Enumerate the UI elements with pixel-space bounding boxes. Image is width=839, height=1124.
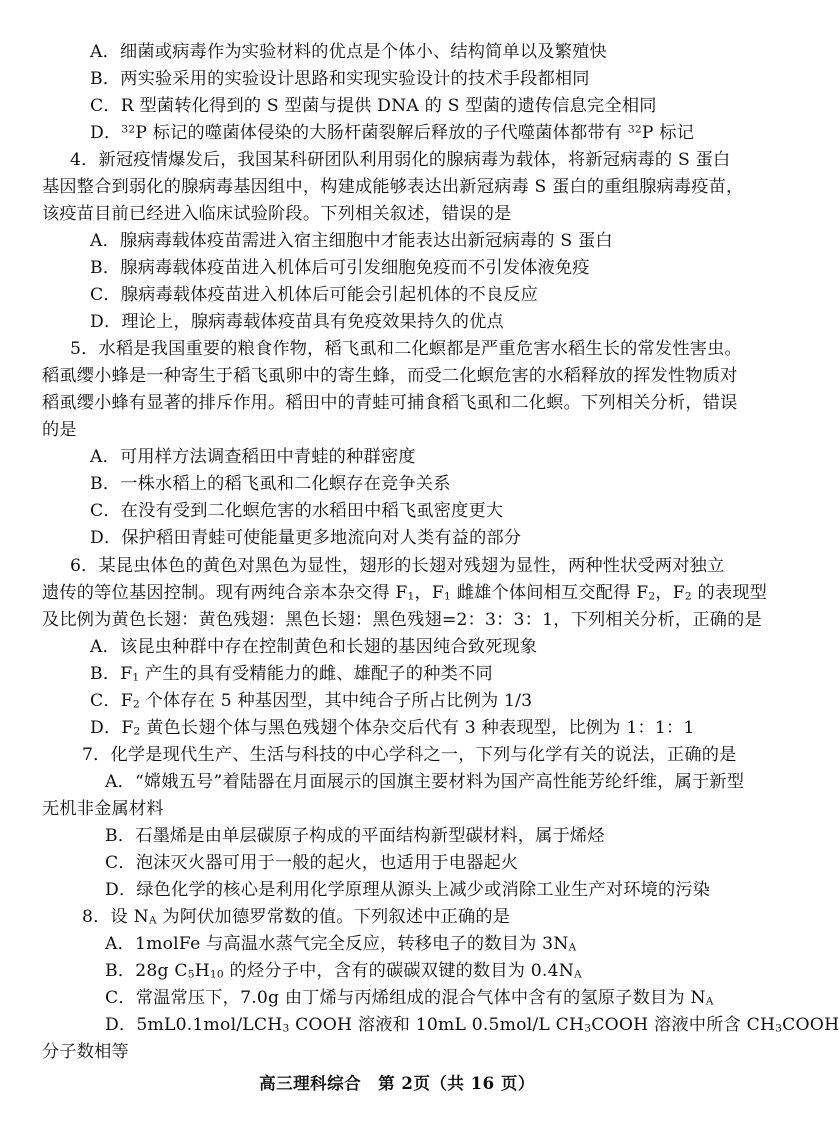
text-line-22: 及比例为黄色长翅：黄色残翅：黑色长翅：黑色残翅=2：3：3：1，下列相关分析，正确的是 xyxy=(42,610,762,630)
text-line-16: A．可用样方法调查稻田中青蛙的种群密度 xyxy=(90,447,416,467)
text-line-24: B．$F_1$ 产生的具有受精能力的雌、雄配子的种类不同 xyxy=(90,664,493,684)
text-line-21: 遗传的等位基因控制。现有两纯合亲本杂交得 $F_1$，$F_1$ 雌雄个体间相互交配得 $F_2$，$F_2$ 的表现型 xyxy=(42,583,768,603)
text-line-15: 的是 xyxy=(42,420,77,440)
text-line-4: D．$^{32}$P 标记的噬菌体侵染的大肠杆菌裂解后释放的子代噬菌体都带有 $^{32}$P 标记 xyxy=(90,122,695,143)
text-line-3: C．R 型菌转化得到的 S 型菌与提供 DNA 的 S 型菌的遗传信息完全相同 xyxy=(90,96,657,116)
text-line-31: C．泡沫灭火器可用于一般的起火，也适用于电器起火 xyxy=(105,853,519,873)
text-line-27: 7．化学是现代生产、生活与科技的中心学科之一，下列与化学有关的说法，正确的是 xyxy=(82,745,737,765)
text-line-26: D．$F_2$ 黄色长翅个体与黑色残翅个体杂交后代有 3 种表现型，比例为 1：1：1 xyxy=(90,718,695,738)
text-line-9: B．腺病毒载体疫苗进入机体后可引发细胞免疫而不引发体液免疫 xyxy=(90,258,590,278)
text-line-7: 该疫苗目前已经进入临床试验阶段。下列相关叙述，错误的是 xyxy=(42,204,512,224)
text-line-33: 8．设 $N_A$ 为阿伏加德罗常数的值。下列叙述中正确的是 xyxy=(82,907,511,927)
text-line-10: C．腺病毒载体疫苗进入机体后可能会引起机体的不良反应 xyxy=(90,285,539,305)
text-line-20: 6．某昆虫体色的黄色对黑色为显性，翅形的长翅对残翅为显性，两种性状受两对独立 xyxy=(70,556,725,576)
text-line-6: 基因整合到弱化的腺病毒基因组中，构建成能够表达出新冠病毒 S 蛋白的重组腺病毒疫苗， xyxy=(42,177,744,197)
text-line-2: B．两实验采用的实验设计思路和实现实验设计的技术手段都相同 xyxy=(90,69,590,89)
text-line-1: A．细菌或病毒作为实验材料的优点是个体小、结构简单以及繁殖快 xyxy=(90,42,607,62)
text-line-37: D．$5mL0.1mol/LCH_3$ COOH 溶液和 10mL 0.5mol/L $CH_3COOH$ 溶液中所含 $CH_3COOH$ xyxy=(105,1015,839,1035)
text-line-12: 5．水稻是我国重要的粮食作物，稻飞虱和二化螟都是严重危害水稻生长的常发性害虫。 xyxy=(70,339,742,359)
text-line-11: D．理论上，腺病毒载体疫苗具有免疫效果持久的优点 xyxy=(90,312,504,332)
text-line-34: A．1molFe 与高温水蒸气完全反应，转移电子的数目为 $3N_A$ xyxy=(105,934,577,954)
text-line-14: 稻虱缨小蜂有显著的排斥作用。稻田中的青蛙可捕食稻飞虱和二化螟。下列相关分析，错误 xyxy=(42,393,738,413)
text-line-35: B．28g $C_5H_{10}$ 的烃分子中，含有的碳碳双键的数目为 $0.4N_A$ xyxy=(105,961,582,981)
text-line-29: 无机非金属材料 xyxy=(42,799,164,819)
text-line-5: 4．新冠疫情爆发后，我国某科研团队利用弱化的腺病毒为载体，将新冠病毒的 S 蛋白 xyxy=(70,150,731,170)
text-line-17: B．一株水稻上的稻飞虱和二化螟存在竞争关系 xyxy=(90,474,451,494)
text-line-30: B．石墨烯是由单层碳原子构成的平面结构新型碳材料，属于烯烃 xyxy=(105,826,605,846)
text-line-38: 分子数相等 xyxy=(42,1042,129,1062)
page-footer: 高三理科综合 第 2页（共 16 页） xyxy=(259,1074,535,1093)
text-line-13: 稻虱缨小蜂是一种寄生于稻飞虱卵中的寄生蜂，而受二化螟危害的水稻释放的挥发性物质对 xyxy=(42,366,738,386)
text-line-8: A．腺病毒载体疫苗需进入宿主细胞中才能表达出新冠病毒的 S 蛋白 xyxy=(90,231,613,251)
text-line-28: A．“嫦娥五号”着陆器在月面展示的国旗主要材料为国产高性能芳纶纤维，属于新型 xyxy=(105,772,745,792)
text-line-19: D．保护稻田青蛙可使能量更多地流向对人类有益的部分 xyxy=(90,528,522,548)
text-line-23: A．该昆虫种群中存在控制黄色和长翅的基因纯合致死现象 xyxy=(90,637,538,657)
text-line-36: C．常温常压下，7.0g 由丁烯与丙烯组成的混合气体中含有的氢原子数目为 $N_A$ xyxy=(105,988,714,1008)
text-line-32: D．绿色化学的核心是利用化学原理从源头上减少或消除工业生产对环境的污染 xyxy=(105,880,711,900)
text-line-25: C．$F_2$ 个体存在 5 种基因型，其中纯合子所占比例为 1/3 xyxy=(90,691,533,711)
text-line-18: C．在没有受到二化螟危害的水稻田中稻飞虱密度更大 xyxy=(90,501,504,521)
